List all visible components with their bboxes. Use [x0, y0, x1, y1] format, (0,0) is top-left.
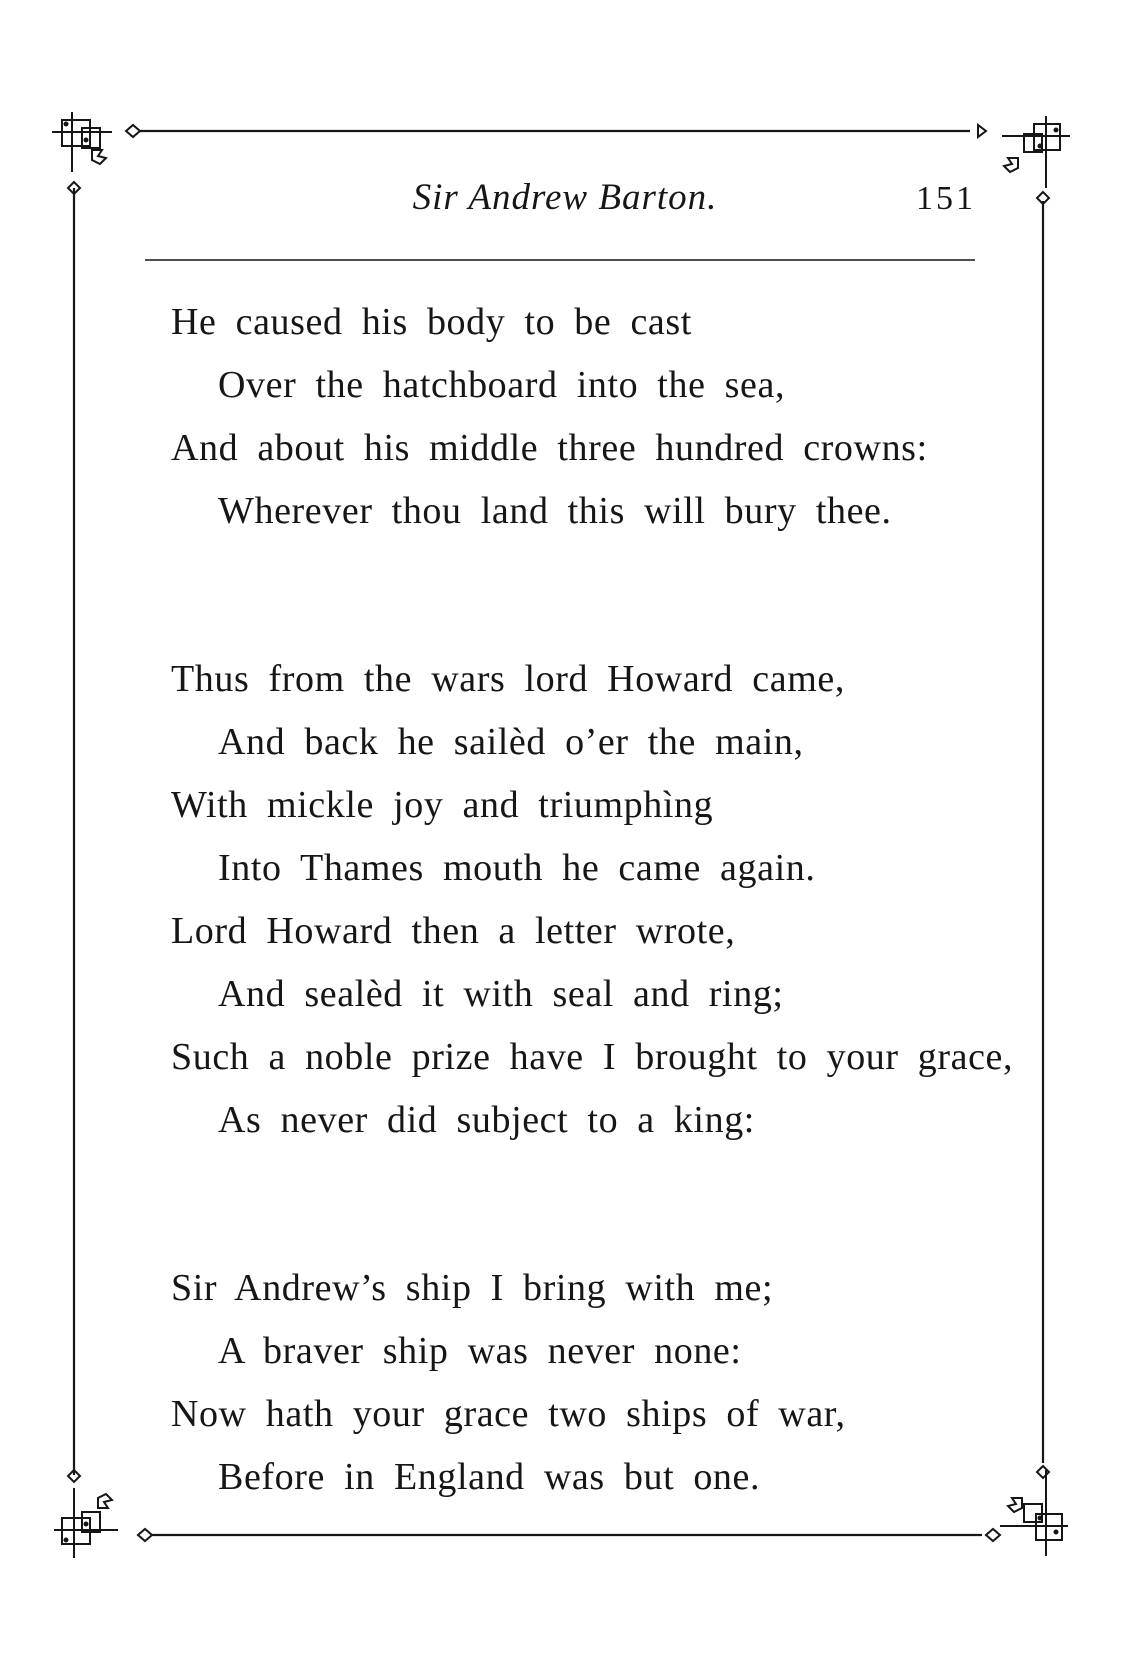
- running-title: Sir Andrew Barton.: [412, 177, 718, 218]
- corner-ornament-top-right-icon: [978, 116, 1070, 204]
- poem-line: And about his middle three hundred crowns:: [171, 427, 928, 469]
- poem-line: And sealèd it with seal and ring;: [218, 973, 784, 1015]
- poem-line: Before in England was but one.: [218, 1456, 761, 1498]
- poem-line: A braver ship was never none:: [218, 1330, 742, 1372]
- poem-line: As never did subject to a king:: [218, 1099, 755, 1141]
- corner-ornament-top-left-icon: [52, 112, 140, 194]
- page-number: 151: [916, 180, 976, 217]
- poem-line: With mickle joy and triumphìng: [171, 784, 714, 826]
- poem-line: Over the hatchboard into the sea,: [218, 364, 786, 406]
- poem-line: Sir Andrew’s ship I bring with me;: [171, 1267, 774, 1309]
- poem-line: Into Thames mouth he came again.: [218, 847, 816, 889]
- corner-ornament-bottom-right-icon: [986, 1466, 1068, 1556]
- poem-line: Lord Howard then a letter wrote,: [171, 910, 736, 952]
- running-head: [150, 176, 980, 236]
- poem-line: Now hath your grace two ships of war,: [171, 1393, 846, 1435]
- poem-line: Such a noble prize have I brought to your grace,: [171, 1036, 1014, 1078]
- poem-line: Thus from the wars lord Howard came,: [171, 658, 845, 700]
- poem-line: Wherever thou land this will bury thee.: [218, 490, 892, 532]
- poem-line: He caused his body to be cast: [171, 301, 692, 343]
- corner-ornament-bottom-left-icon: [54, 1470, 152, 1558]
- poem-line: And back he sailèd o’er the main,: [218, 721, 804, 763]
